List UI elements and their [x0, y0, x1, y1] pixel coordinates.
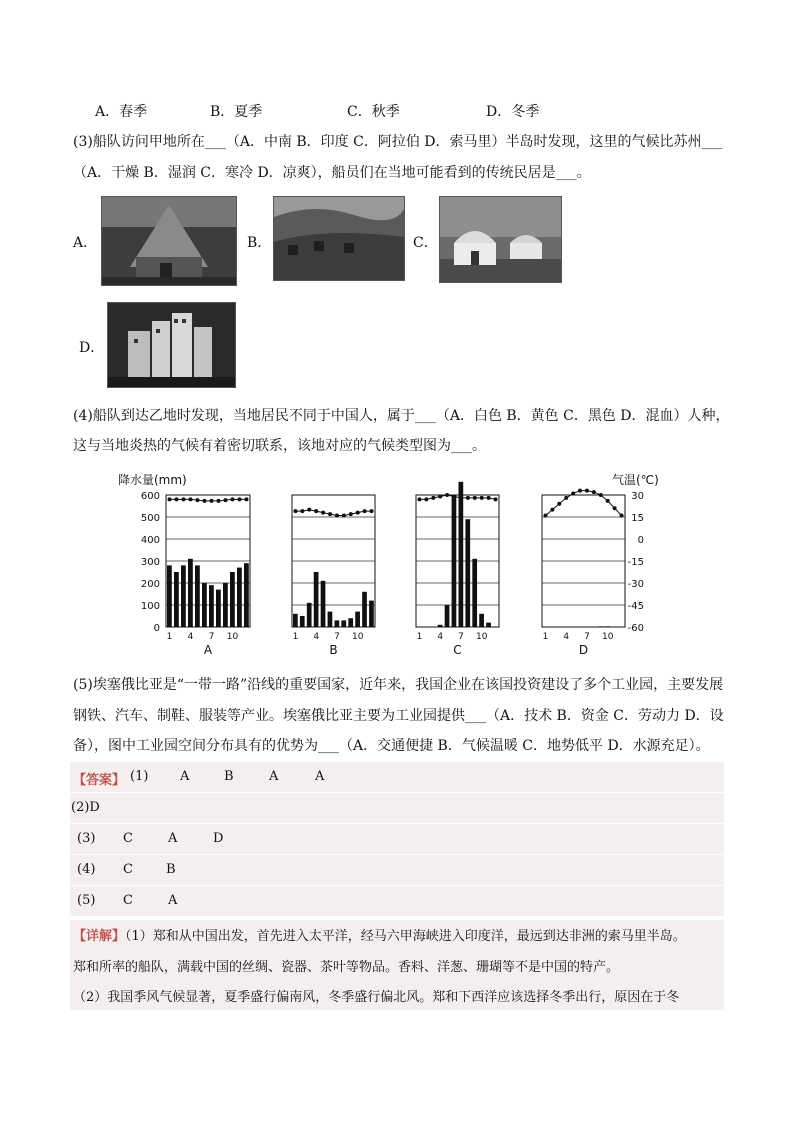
- answer-value: C: [123, 831, 133, 846]
- answer-row-1: [70, 762, 724, 792]
- answer-num: (5): [77, 893, 96, 908]
- temp-point: [245, 497, 249, 501]
- precip-bar: [300, 616, 305, 627]
- q2-option-d: D．冬季: [486, 104, 540, 120]
- q5-line-1: (5)埃塞俄比亚是“一带一路”沿线的重要国家，近年来，我国企业在该国投资建设了多个工业园，主要发展: [73, 677, 724, 693]
- temp-line: [170, 499, 247, 501]
- detail-line-3: （2）我国季风气候显著，夏季盛行偏南风，冬季盛行偏北风。郑和下西洋应该选择冬季出行，原因在于冬: [73, 990, 680, 1005]
- precip-bar: [335, 620, 340, 627]
- precip-tick-label: 0: [153, 623, 160, 634]
- month-tick-label: 4: [313, 632, 320, 642]
- answer-value: B: [166, 862, 176, 877]
- precip-tick-label: 200: [140, 579, 160, 590]
- temp-point: [203, 499, 207, 503]
- photo-label-a: A．: [73, 235, 98, 251]
- panel-label: D: [578, 643, 589, 657]
- precip-tick-label: 300: [140, 557, 160, 568]
- precip-bar: [307, 603, 312, 627]
- precip-bar: [195, 565, 200, 627]
- temp-tick-label: 0: [637, 535, 644, 546]
- temp-tick-label: -45: [627, 601, 644, 612]
- precip-bar: [459, 482, 464, 627]
- precip-bar: [348, 618, 353, 627]
- month-tick-label: 4: [437, 632, 444, 642]
- photo-label-d: D．: [79, 340, 105, 356]
- temp-point: [217, 499, 221, 503]
- precip-tick-label: 500: [140, 513, 160, 524]
- temp-line: [420, 495, 496, 499]
- precip-bar: [452, 495, 457, 627]
- precip-bar: [181, 565, 186, 627]
- temp-tick-label: -15: [627, 557, 644, 568]
- month-tick-label: 7: [458, 632, 464, 642]
- precip-bar: [237, 568, 242, 627]
- temp-point: [168, 497, 172, 501]
- temp-point: [424, 497, 428, 501]
- answer-value: (2)D: [71, 800, 100, 815]
- temp-tick-label: -30: [627, 579, 644, 590]
- temp-line: [296, 510, 372, 516]
- panel-label: C: [453, 643, 462, 657]
- precip-bar: [188, 559, 193, 627]
- temp-line: [546, 491, 622, 516]
- temp-point: [557, 502, 561, 506]
- answer-value: A: [168, 893, 178, 908]
- temp-point: [349, 512, 353, 516]
- precip-bar: [369, 601, 374, 627]
- month-tick-label: 7: [208, 632, 215, 642]
- answer-value: B: [224, 769, 234, 784]
- temp-point: [363, 509, 367, 513]
- month-tick-label: 1: [416, 632, 423, 642]
- photo-cave-dwellings: [273, 196, 405, 281]
- temp-point: [466, 496, 470, 500]
- panel-label: A: [203, 643, 213, 657]
- precip-bar: [293, 614, 298, 627]
- answer-row-3: [70, 824, 724, 854]
- detail-text: （1）郑和从中国出发，首先进入太平洋，经马六甲海峡进入印度洋，最远到达非洲的索马里半岛。: [125, 929, 686, 944]
- temp-point: [438, 494, 442, 498]
- answer-num: (4): [77, 862, 96, 877]
- month-tick-label: 10: [226, 632, 239, 642]
- answer-value: A: [180, 769, 190, 784]
- q5-line-2: 钢铁、汽车、制鞋、服装等产业。埃塞俄比亚主要为工业园提供___（A．技术 B．资金 C．劳动力 D．设: [73, 708, 724, 724]
- answer-value: A: [168, 831, 178, 846]
- temp-point: [210, 499, 214, 503]
- temp-point: [342, 514, 346, 518]
- q4-line-2: 这与当地炎热的气候有着密切联系，该地对应的气候类型图为___。: [73, 438, 486, 454]
- detail-tag: 【详解】: [73, 929, 126, 944]
- panel-label: B: [329, 643, 338, 657]
- temp-point: [431, 496, 435, 500]
- month-tick-label: 1: [166, 632, 173, 642]
- precip-bar: [174, 572, 179, 627]
- q2-option-a: A．春季: [95, 104, 148, 120]
- detail-line-2: 郑和所率的船队，满载中国的丝绸、瓷器、茶叶等物品。香料、洋葱、珊瑚等不是中国的特产。: [73, 960, 620, 975]
- month-tick-label: 10: [351, 632, 364, 642]
- month-tick-label: 4: [187, 632, 194, 642]
- precip-bar: [216, 590, 221, 627]
- detail-section: [70, 920, 724, 1010]
- temp-point: [196, 498, 200, 502]
- temp-tick-label: 15: [631, 513, 644, 524]
- temp-point: [620, 514, 624, 518]
- month-tick-label: 7: [584, 632, 590, 642]
- precip-bar: [438, 625, 443, 627]
- precip-bar: [486, 623, 491, 627]
- precip-bar: [321, 581, 326, 627]
- precip-bar: [355, 612, 360, 627]
- precip-bar: [314, 572, 319, 627]
- month-tick-label: 10: [601, 632, 614, 642]
- temp-tick-label: 30: [631, 491, 644, 502]
- temp-point: [300, 509, 304, 513]
- precip-bar: [202, 583, 207, 627]
- month-tick-label: 1: [542, 632, 549, 642]
- temp-point: [293, 509, 297, 513]
- answer-value: D: [213, 831, 224, 846]
- temp-point: [599, 493, 603, 497]
- precip-bar: [223, 583, 228, 627]
- precip-bar: [209, 585, 214, 627]
- month-tick-label: 4: [563, 632, 570, 642]
- temp-point: [370, 509, 374, 513]
- climate-charts: [0, 464, 794, 664]
- temp-point: [494, 497, 498, 501]
- q4-line-1: (4)船队到达乙地时发现，当地居民不同于中国人，属于___（A．白色 B．黄色 C．黑色 D．混血）人种，: [73, 408, 730, 424]
- month-tick-label: 7: [334, 632, 340, 642]
- temp-point: [321, 511, 325, 515]
- temp-point: [606, 499, 610, 503]
- precip-bar: [362, 592, 367, 627]
- temp-point: [314, 509, 318, 513]
- temp-point: [571, 492, 575, 496]
- answer-tag: 【答案】: [73, 773, 126, 788]
- answer-value: C: [123, 862, 133, 877]
- temp-point: [189, 497, 193, 501]
- temp-point: [613, 506, 617, 510]
- temp-point: [543, 514, 547, 518]
- q3-line-2: （A．干燥 B．湿润 C．寒冷 D．凉爽），船员们在当地可能看到的传统民居是___。: [73, 165, 591, 181]
- temp-point: [328, 512, 332, 516]
- photo-tower-houses: [107, 302, 236, 388]
- temp-point: [473, 496, 477, 500]
- temp-axis-label: 气温(℃): [612, 473, 659, 487]
- precip-bar: [605, 626, 610, 627]
- precip-tick-label: 400: [140, 535, 160, 546]
- temp-point: [182, 497, 186, 501]
- answer-row-5: [70, 886, 724, 916]
- precip-bar: [328, 612, 333, 627]
- detail-line-1: [73, 925, 686, 944]
- temp-point: [585, 489, 589, 493]
- temp-tick-label: -60: [627, 623, 644, 634]
- temp-point: [238, 497, 242, 501]
- temp-point: [480, 496, 484, 500]
- temp-point: [445, 493, 449, 497]
- precip-tick-label: 100: [140, 601, 160, 612]
- answer-value: C: [123, 893, 133, 908]
- precip-tick-label: 600: [140, 491, 160, 502]
- answer-num: (1): [130, 769, 149, 784]
- temp-point: [175, 497, 179, 501]
- precip-bar: [472, 559, 477, 627]
- answer-row-4: [70, 855, 724, 885]
- temp-point: [231, 497, 235, 501]
- precip-bar: [598, 626, 603, 627]
- photo-hut: [101, 196, 237, 286]
- month-tick-label: 1: [292, 632, 299, 642]
- precip-axis-label: 降水量(mm): [118, 473, 187, 487]
- q3-line-1: (3)船队访问甲地所在___（A．中南 B．印度 C．阿拉伯 D．索马里）半岛时发现，这里的气候比苏州___: [73, 134, 723, 150]
- temp-point: [307, 508, 311, 512]
- answer-row-2: [70, 793, 724, 823]
- q2-option-c: C．秋季: [347, 104, 400, 120]
- precip-bar: [341, 620, 346, 627]
- temp-point: [578, 489, 582, 493]
- answer-value: A: [269, 769, 279, 784]
- temp-point: [592, 490, 596, 494]
- q2-option-b: B．夏季: [210, 104, 263, 120]
- temp-point: [487, 496, 491, 500]
- photo-label-b: B．: [247, 235, 272, 251]
- month-tick-label: 10: [475, 632, 488, 642]
- precip-bar: [230, 572, 235, 627]
- precip-bar: [479, 614, 484, 627]
- temp-point: [224, 498, 228, 502]
- photo-yurts: [439, 196, 562, 283]
- precip-bar: [244, 563, 249, 627]
- temp-point: [335, 514, 339, 518]
- temp-point: [550, 508, 554, 512]
- precip-bar: [167, 565, 172, 627]
- temp-point: [356, 511, 360, 515]
- temp-point: [417, 497, 421, 501]
- precip-bar: [445, 605, 450, 627]
- temp-point: [459, 496, 463, 500]
- photo-label-c: C．: [413, 235, 438, 251]
- temp-point: [452, 494, 456, 498]
- answer-num: (3): [77, 831, 96, 846]
- temp-point: [564, 496, 568, 500]
- q5-line-3: 备），图中工业园空间分布具有的优势为___（A．交通便捷 B．气候温暖 C．地势低平 D．水源充足）。: [73, 738, 710, 754]
- precip-bar: [465, 519, 470, 627]
- answer-value: A: [315, 769, 325, 784]
